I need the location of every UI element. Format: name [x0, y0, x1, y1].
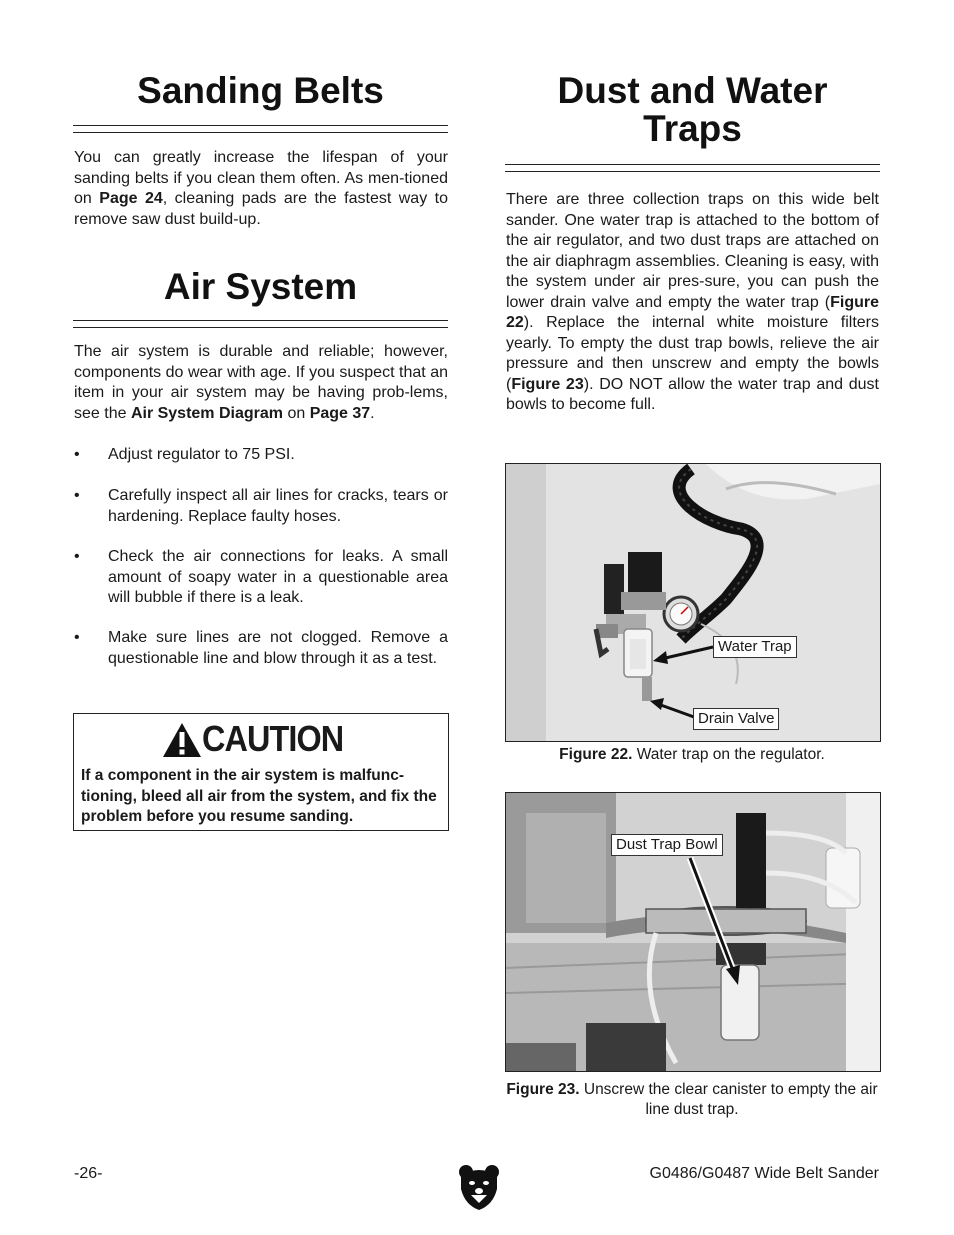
bullet-text: Adjust regulator to 75 PSI.: [108, 446, 295, 463]
caution-box: [73, 713, 449, 831]
sanding-belts-paragraph: You can greatly increase the lifespan of your sanding belts if you clean them often. As men-tioned on Page 24, cleaning pads are the fastest way to remove saw dust build-up.: [74, 149, 449, 228]
heading-rule-bottom: [505, 171, 880, 172]
warning-triangle-icon: [162, 722, 202, 758]
traps-paragraph: There are three collection traps on this wide belt sander. One water trap is attached to the bottom of the air regulator, and two dust traps are attached on the air diaphragm assemblies. Cleaning is easy, with the system under air pres-sure, you can push the lower drain valve and empty the water trap (Figure 22). Replace the internal white moisture filters yearly. To empty the dust trap bowls, relieve the air pressure and then unscrew and empty the bowls (Figure 23). DO NOT allow the water trap and dust bowls to become full.: [506, 191, 880, 413]
bullet-text: Make sure lines are not clogged. Remove a questionable line and blow through it as a test.: [108, 629, 448, 667]
heading-rule-top: [73, 320, 448, 321]
figure-22-caption: Figure 22. Water trap on the regulator.: [559, 746, 825, 763]
heading-rule-bottom: [73, 327, 448, 328]
dust-water-traps-heading: Dust and Water Traps: [557, 70, 828, 149]
bullet-dot: •: [74, 446, 80, 463]
water-trap-callout: Water Trap: [713, 636, 797, 658]
bullet-dot: •: [74, 487, 80, 504]
air-system-heading: Air System: [163, 266, 358, 307]
heading-rule-bottom: [73, 132, 448, 133]
caution-title: CAUTION: [202, 718, 344, 759]
heading-rule-top: [73, 125, 448, 126]
drain-valve-callout: Drain Valve: [693, 708, 779, 730]
heading-rule-top: [505, 164, 880, 165]
bullet-dot: •: [74, 548, 80, 565]
sanding-belts-heading: Sanding Belts: [137, 70, 384, 111]
footer-model: G0486/G0487 Wide Belt Sander: [649, 1165, 879, 1182]
page-number: -26-: [74, 1165, 103, 1182]
dust-trap-bowl-callout: Dust Trap Bowl: [611, 834, 723, 856]
bear-head-logo-icon: [457, 1163, 501, 1211]
arrow-pointers: [506, 464, 880, 741]
figure-23-photo: [505, 792, 881, 1072]
bullet-text: Check the air connections for leaks. A small amount of soapy water in a questionable area will bubble if there is a leak.: [108, 548, 448, 606]
air-system-paragraph: The air system is durable and reliable; however, components do wear with age. If you suspect that an item in your air system may be having prob-lems, see the Air System Diagram on Page 37.: [74, 343, 448, 422]
figure-23-caption: Figure 23. Unscrew the clear canister to empty the air line dust trap.: [506, 1081, 878, 1118]
bullet-dot: •: [74, 629, 80, 646]
bullet-text: Carefully inspect all air lines for cracks, tears or hardening. Replace faulty hoses.: [108, 487, 448, 525]
figure-22-photo: [505, 463, 881, 742]
caution-text: If a component in the air system is malfunc-tioning, bleed all air from the system, and fix the problem before you resume sanding.: [81, 767, 437, 825]
